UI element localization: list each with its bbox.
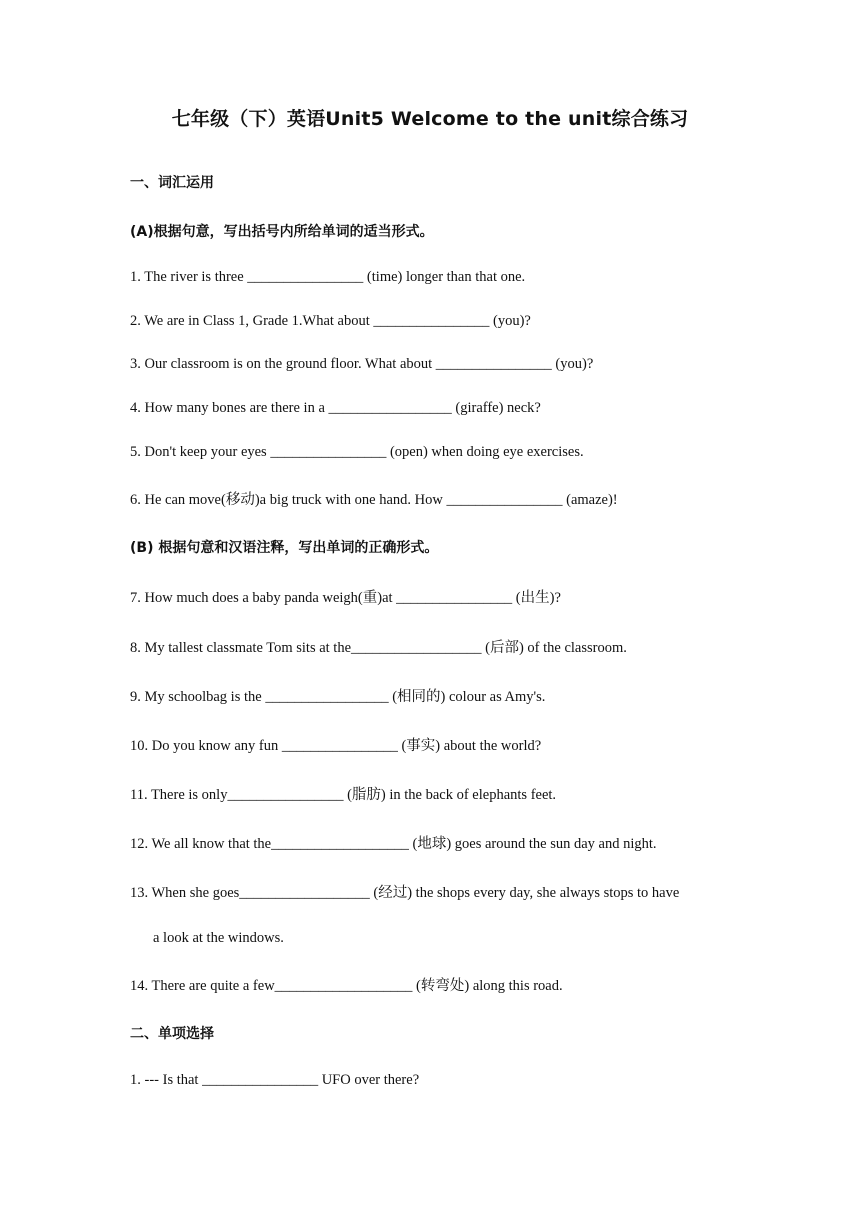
question-b13-continuation: a look at the windows. (153, 930, 284, 946)
question-a1: 1. The river is three ________________ (time) longer than that one. (130, 269, 526, 285)
question-a5: 5. Don't keep your eyes ________________ (open) when doing eye exercises. (130, 444, 584, 460)
section-heading-vocabulary: 一、词汇运用 (130, 175, 214, 191)
question-b13: 13. When she goes__________________ (经过) the shops every day, she always stops to have (130, 885, 680, 901)
question-b8: 8. My tallest classmate Tom sits at the__________________ (后部) of the classroom. (130, 640, 627, 656)
part-a-heading: (A)根据句意，写出括号内所给单词的适当形式。 (130, 224, 434, 240)
question-mc1: 1. --- Is that ________________ UFO over there? (130, 1072, 420, 1088)
question-b10: 10. Do you know any fun ________________ (事实) about the world? (130, 738, 542, 754)
question-b9: 9. My schoolbag is the _________________ (相同的) colour as Amy's. (130, 689, 546, 705)
section-heading-multiple-choice: 二、单项选择 (130, 1026, 214, 1042)
question-b14: 14. There are quite a few___________________ (转弯处) along this road. (130, 978, 563, 994)
question-a4: 4. How many bones are there in a _________________ (giraffe) neck? (130, 400, 541, 416)
question-b11: 11. There is only________________ (脂肪) in the back of elephants feet. (130, 787, 557, 803)
question-a6: 6. He can move(移动)a big truck with one hand. How ________________ (amaze)! (130, 492, 618, 508)
question-b7: 7. How much does a baby panda weigh(重)at ________________ (出生)? (130, 590, 561, 606)
part-b-heading: (B) 根据句意和汉语注释，写出单词的正确形式。 (130, 540, 439, 556)
page-title: 七年级（下）英语Unit5 Welcome to the unit综合练习 (171, 108, 689, 130)
question-b12: 12. We all know that the___________________ (地球) goes around the sun day and night. (130, 836, 657, 852)
question-a2: 2. We are in Class 1, Grade 1.What about ________________ (you)? (130, 313, 531, 329)
question-a3: 3. Our classroom is on the ground floor. What about ________________ (you)? (130, 356, 594, 372)
